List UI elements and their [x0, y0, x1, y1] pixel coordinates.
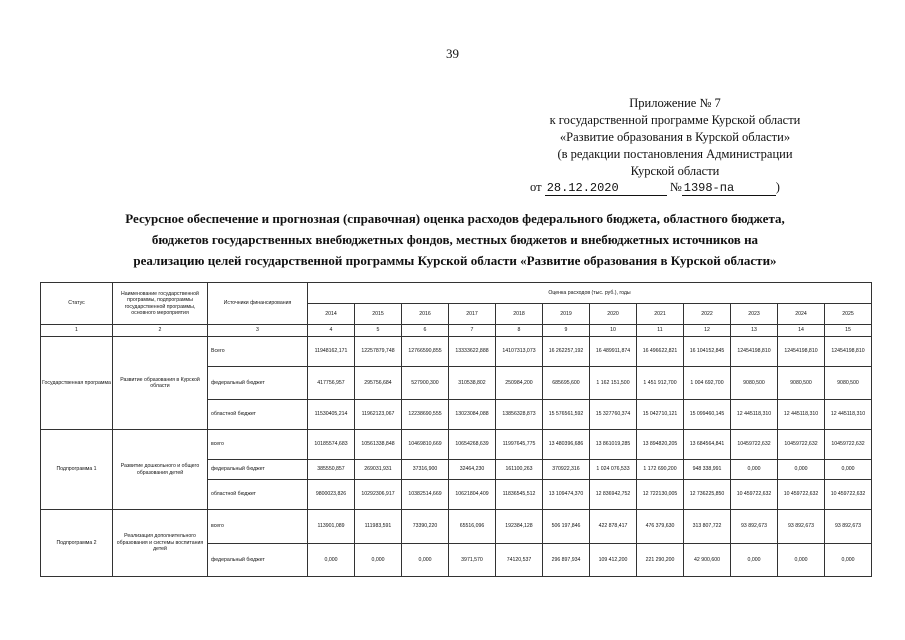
header-name: Наименование государственной программы, подпрограммы государственной программы, основного мероприятия — [113, 283, 208, 325]
table-cell: 0,000 — [731, 544, 778, 577]
table-cell: 527900,300 — [402, 367, 449, 400]
table-cell: 15 327760,374 — [590, 400, 637, 430]
header-source: Источники финансирования — [208, 283, 308, 325]
row-source: Всего — [208, 337, 308, 367]
table-cell: 12257879,748 — [355, 337, 402, 367]
table-cell: 9080,500 — [778, 367, 825, 400]
table-cell: 15 576561,592 — [543, 400, 590, 430]
table-cell: 0,000 — [355, 544, 402, 577]
table-cell: 1 172 690,200 — [637, 460, 684, 480]
table-cell: 12 736225,850 — [684, 480, 731, 510]
header-year: 2021 — [637, 304, 684, 325]
header-year: 2020 — [590, 304, 637, 325]
header-year: 2016 — [402, 304, 449, 325]
page-number: 39 — [446, 46, 459, 61]
row-source: всего — [208, 510, 308, 544]
table-cell: 506 197,846 — [543, 510, 590, 544]
appendix-line: «Развитие образования в Курской области» — [559, 130, 791, 144]
column-number: 2 — [113, 325, 208, 337]
table-cell: 32464,230 — [449, 460, 496, 480]
table-cell: 93 892,673 — [731, 510, 778, 544]
row-source: федеральный бюджет — [208, 460, 308, 480]
header-year: 2025 — [825, 304, 872, 325]
table-cell: 3971,570 — [449, 544, 496, 577]
table-cell: 250984,200 — [496, 367, 543, 400]
table-cell: 93 892,673 — [778, 510, 825, 544]
table-row — [41, 337, 872, 367]
table-cell: 948 338,991 — [684, 460, 731, 480]
column-number: 5 — [355, 325, 402, 337]
table-cell: 0,000 — [402, 544, 449, 577]
row-source: федеральный бюджет — [208, 367, 308, 400]
table-cell: 9080,500 — [731, 367, 778, 400]
column-number: 12 — [684, 325, 731, 337]
table-cell: 13 684564,841 — [684, 430, 731, 460]
table-cell: 113901,089 — [308, 510, 355, 544]
table-cell: 192384,128 — [496, 510, 543, 544]
table-cell: 9080,500 — [825, 367, 872, 400]
appendix-line: Приложение № 7 — [629, 96, 721, 110]
table-cell: 12 445118,310 — [825, 400, 872, 430]
table-cell: 0,000 — [825, 460, 872, 480]
table-cell: 12766590,855 — [402, 337, 449, 367]
column-number: 15 — [825, 325, 872, 337]
table-cell: 13 861019,285 — [590, 430, 637, 460]
appendix-line: Курской области — [630, 164, 720, 178]
table-cell: 10469810,669 — [402, 430, 449, 460]
table-cell: 295756,684 — [355, 367, 402, 400]
document-title — [40, 208, 870, 271]
header-year: 2014 — [308, 304, 355, 325]
table-cell: 1 024 076,533 — [590, 460, 637, 480]
table-cell: 10 459722,632 — [825, 480, 872, 510]
column-number: 8 — [496, 325, 543, 337]
title-line: бюджетов государственных внебюджетных фондов, местных бюджетов и внебюджетных источников на — [151, 232, 759, 247]
header-year: 2024 — [778, 304, 825, 325]
table-cell: 10459722,632 — [731, 430, 778, 460]
table-cell: 14107313,073 — [496, 337, 543, 367]
table-cell: 417756,957 — [308, 367, 355, 400]
appendix-line: (в редакции постановления Администрации — [557, 147, 793, 161]
decree-date: 28.12.2020 — [545, 181, 667, 196]
table-cell: 1 004 692,700 — [684, 367, 731, 400]
table-cell: 15 042710,121 — [637, 400, 684, 430]
table-cell: 73390,220 — [402, 510, 449, 544]
table-cell: 161100,263 — [496, 460, 543, 480]
table-cell: 13 109474,370 — [543, 480, 590, 510]
table-cell: 93 892,673 — [825, 510, 872, 544]
table-cell: 10292306,917 — [355, 480, 402, 510]
table-cell: 9800023,826 — [308, 480, 355, 510]
table-cell: 16 104152,845 — [684, 337, 731, 367]
table-cell: 11962123,067 — [355, 400, 402, 430]
table-cell: 12238690,555 — [402, 400, 449, 430]
table-cell: 0,000 — [731, 460, 778, 480]
table-cell: 476 379,630 — [637, 510, 684, 544]
table-cell: 11530405,214 — [308, 400, 355, 430]
table-cell: 11836545,512 — [496, 480, 543, 510]
row-source: областной бюджет — [208, 480, 308, 510]
table-cell: 296 897,934 — [543, 544, 590, 577]
table-cell: 12454198,810 — [778, 337, 825, 367]
table-row — [41, 510, 872, 544]
table-cell: 0,000 — [825, 544, 872, 577]
table-cell: 10 459722,632 — [778, 480, 825, 510]
table-row — [41, 430, 872, 460]
decree-number-label: № — [669, 180, 682, 194]
table-cell: 422 878,417 — [590, 510, 637, 544]
table-cell: 10561338,848 — [355, 430, 402, 460]
table-cell: 13023084,088 — [449, 400, 496, 430]
title-line: Ресурсное обеспечение и прогнозная (справочная) оценка расходов федерального бюджета, областного бюджета, — [125, 211, 785, 226]
table-cell: 11948162,171 — [308, 337, 355, 367]
table-cell: 74120,537 — [496, 544, 543, 577]
table-cell: 10 459722,632 — [731, 480, 778, 510]
table-cell: 10382514,669 — [402, 480, 449, 510]
header-year: 2019 — [543, 304, 590, 325]
row-source: областной бюджет — [208, 400, 308, 430]
column-number: 7 — [449, 325, 496, 337]
row-status: Подпрограмма 1 — [41, 430, 113, 510]
appendix-line: к государственной программе Курской области — [549, 113, 801, 127]
table-cell: 10621804,409 — [449, 480, 496, 510]
header-year: 2022 — [684, 304, 731, 325]
table-cell: 370922,316 — [543, 460, 590, 480]
table-cell: 12454198,810 — [731, 337, 778, 367]
table-cell: 221 290,200 — [637, 544, 684, 577]
row-name: Развитие дошкольного и общего образования детей — [113, 430, 208, 510]
table-cell: 11997645,775 — [496, 430, 543, 460]
table-cell: 10459722,632 — [825, 430, 872, 460]
row-name: Развитие образования в Курской области — [113, 337, 208, 430]
table-cell: 65516,096 — [449, 510, 496, 544]
table-cell: 10654268,639 — [449, 430, 496, 460]
table-cell: 0,000 — [778, 544, 825, 577]
table-cell: 12 445118,310 — [778, 400, 825, 430]
column-number: 1 — [41, 325, 113, 337]
table-cell: 109 412,200 — [590, 544, 637, 577]
column-number: 3 — [208, 325, 308, 337]
table-cell: 1 162 151,500 — [590, 367, 637, 400]
table-cell: 13 480396,686 — [543, 430, 590, 460]
title-line: реализацию целей государственной программы Курской области «Развитие образования в Курской области» — [133, 253, 777, 268]
table-cell: 37316,900 — [402, 460, 449, 480]
decree-number: 1398-па — [682, 181, 776, 196]
column-number: 11 — [637, 325, 684, 337]
table-cell: 385550,857 — [308, 460, 355, 480]
table-cell: 310538,802 — [449, 367, 496, 400]
table-cell: 10185574,683 — [308, 430, 355, 460]
table-cell: 1 451 912,700 — [637, 367, 684, 400]
header-year: 2017 — [449, 304, 496, 325]
column-number: 10 — [590, 325, 637, 337]
decree-from-label: от — [530, 180, 542, 194]
row-status: Государственная программа — [41, 337, 113, 430]
table-header — [41, 283, 872, 337]
appendix-block — [470, 95, 880, 180]
budget-table — [40, 282, 872, 577]
table-cell: 16 262257,192 — [543, 337, 590, 367]
table-cell: 12 445118,310 — [731, 400, 778, 430]
table-cell: 13333622,888 — [449, 337, 496, 367]
header-year: 2023 — [731, 304, 778, 325]
table-cell: 15 099460,145 — [684, 400, 731, 430]
table-cell: 12 836942,752 — [590, 480, 637, 510]
column-number: 13 — [731, 325, 778, 337]
table-cell: 269031,931 — [355, 460, 402, 480]
table-cell: 16 489911,874 — [590, 337, 637, 367]
table-cell: 12454198,810 — [825, 337, 872, 367]
decree-line — [530, 180, 780, 196]
header-year: 2018 — [496, 304, 543, 325]
table-cell: 10459722,632 — [778, 430, 825, 460]
column-number: 14 — [778, 325, 825, 337]
header-year: 2015 — [355, 304, 402, 325]
table-cell: 13 894820,205 — [637, 430, 684, 460]
table-cell: 12 722130,005 — [637, 480, 684, 510]
decree-closing-paren: ) — [775, 180, 780, 194]
column-number: 6 — [402, 325, 449, 337]
row-name: Реализация дополнительного образования и системы воспитания детей — [113, 510, 208, 577]
row-source: федеральный бюджет — [208, 544, 308, 577]
row-source: всего — [208, 430, 308, 460]
table-cell: 685695,600 — [543, 367, 590, 400]
header-estimate: Оценка расходов (тыс. руб.), годы — [308, 283, 872, 304]
table-cell: 16 496622,821 — [637, 337, 684, 367]
table-body — [41, 337, 872, 577]
column-number: 9 — [543, 325, 590, 337]
table-cell: 42 900,600 — [684, 544, 731, 577]
table-cell: 13856328,873 — [496, 400, 543, 430]
column-number: 4 — [308, 325, 355, 337]
table-cell: 0,000 — [308, 544, 355, 577]
row-status: Подпрограмма 2 — [41, 510, 113, 577]
table-cell: 0,000 — [778, 460, 825, 480]
table-cell: 313 807,722 — [684, 510, 731, 544]
header-status: Статус — [41, 283, 113, 325]
table-cell: 111983,591 — [355, 510, 402, 544]
